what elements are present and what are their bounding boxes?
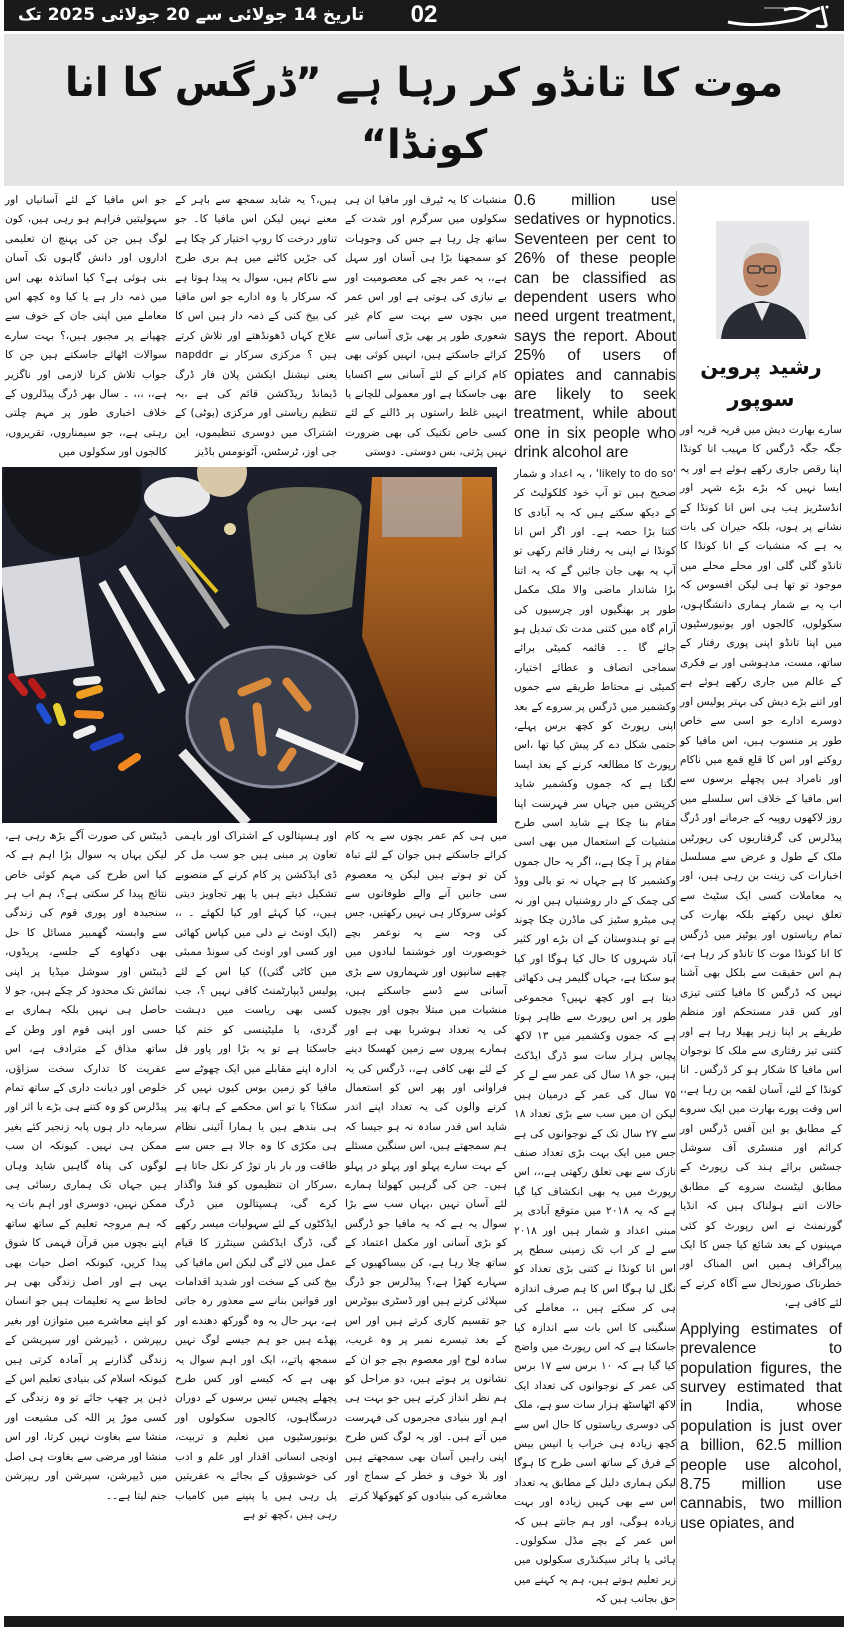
article-column-3-top: منشیات کا یہ ٹیرف اور مافیا ان ہی سکولوں میں سرگرم اور شدت کے ساتھ چل رہا ہے جس کی وجوہات کو سمجھنا بڑا ہی آسان اور سہل ہے،، یہ عمر بچے کی معصومیت اور بے نیازی کی ہوتی ہے اور اس عمر میں بچوں سے بہت سے کام غیر شعوری طور پر بھی بڑی آسانی سے کرائے جاسکتے ہیں، انہیں کوئی بھی کام کرانے کے لئے آسانی سے اکسایا بھی جاسکتا ہے اور معمولی للچانے یا انہیں غلط راستوں پر ڈالنے کے لئے کسی خاص تکنیک کی بھی ضرورت نہیں پڑتی، بس دوستی۔ دوستی — [345, 194, 507, 459]
headline: موت کا تانڈو کر رہا ہے ”ڈرگس کا انا کونڈا“ — [64, 60, 784, 168]
article-column-4: 'likely to do so' ، یہ اعداد و شمار صحیح ہیں تو آپ خود کلکولیٹ کر کے دیکھ سکتے ہیں کہ یہ آبادی کا کتنا بڑا حصہ ہے۔ اور اگر اس انا کونڈا نے اپنی یہ رفتار قائم رکھی تو آپ یہ بھی جان جائیں گے کہ یہ اتنا بڑا شاندار ماضی والا ملک مکمل طور پر بھنگیوں اور چرسیوں کی آرام گاہ میں کتنی مدت تک تبدیل ہو جائے گا ۔۔ قائمہ کمیٹی برائے سماجی انصاف و عطائے اختیار، کمیٹی نے محتاط طریقے سے جموں وکشمیر میں ڈرگس پر سروے کے بعد اپنی رپورٹ کو کچھ برس پہلے، حتمی شکل دے کر پیش کیا تھا ،اس رپورٹ کا مطالعہ کرنے کے بعد ایسا لگتا ہے کہ جموں وکشمیر شاید کرپشن میں جہاں سر فہرست اپنا مقام بنا چکا ہے شاید اسی طرح منشیات کے استعمال میں بھی اسی مقام پر آ چکا ہے،، اگر یہ حال جموں وکشمیر کا ہے جہاں نہ تو بالی ووڈ کی چمک کے دار روشنیاں ہیں اور نہ ہی میٹرو سٹیز کی ماڈرن چکا چوند ہے تو ہندوستان کے ان بڑے اور کثیر آباد شہروں کا حال کیا ہوگا اور کیا ہو سکتا ہے، جہاں گلیمر ہی دکھائی دیتا ہے اور کچھ نہیں؟ مجموعی طور پر اس رپورٹ سے ظاہر ہوتا ہے کہ جموں وکشمیر میں ۱۳ لاکھ پچاس ہزار سات سو ڈرگ ایڈکٹ ہیں، جو ۱۸ سال کی عمر سے لے کر ۷۵ سال کی عمر کے درمیان ہیں لیکن ان میں سب سے بڑی تعداد ۱۸ سے ۲۷ سال تک کے نوجوانوں کی ہے جس میں ایک بہت بڑی تعداد صنف نازک سے بھی تعلق رکھتی ہے،،، اس رپورٹ میں یہ بھی انکشاف کیا گیا ہے کہ یہ ۲۰۱۸ میں متوقع آبادی پر مبنی اعداد و شمار ہیں اور ۲۰۱۸ سے لے کر اب تک زمینی سطح پر اس انا کونڈا نے کتنی بڑی تعداد کو نگل لیا ہوگا اس کا ہم صرف اندازہ ہی کر سکتے ہیں ،، معاملے کی سنگینی کا اس بات سے اندازہ کیا جاسکتا ہے کہ اس رپورٹ میں واضح کیا گیا ہے کہ ۱۰ برس سے ۱۷ برس کی عمر کے نوجوانوں کی تعداد ایک لاکھ اٹھاسٹھ ہزار سات سو ہے، ملک کی دوسری ریاستوں کا حال اس سے کچھ زیادہ ہی خراب یا انیس بیس کے فرق کے ساتھ اسی طرح کا ہوگا لیکن ہماری دلیل کے مطابق یہ تعداد اس سے بھی کہیں زیادہ اور بہت زیادہ ہوگی، اور ہم جانتے ہیں کہ اس عمر کے بچے مڈل سکولوں۔ ہائی یا ہائر سیکنڈری سکولوں میں زیر تعلیم ہوتے ہیں، ہم یہ کہنے میں حق بجانب ہیں کہ — [514, 467, 677, 1606]
article-column-right: سارے بھارت دیش میں قریہ قریہ اور جگہ جگہ ڈرگس کا مہیب انا کونڈا اپنا رقص جاری رکھے ہوئے ہے اور یہ ایسا نہیں کہ بڑے بڑے شہر اور انڈسٹریز ہب ہی اس انا کونڈا کے نشانے پر ہوں، بلکہ حیران کی بات یہ ہے کہ منشیات کے انا کونڈا کا تانڈو گلی گلی اور محلے محلے میں موجود تو تھا ہی لیکن افسوس کہ اب یہ بے شمار ہماری دانشگاہوں، سکولوں، کالجوں اور یونیورسٹیوں میں اپنا تانڈو اپنی پوری رفتار کے ساتھ، مست، مدہوشی اور بے فکری کے عالم میں جاری رکھے ہوئے ہے اور اتنے بڑے دیش کی بہتر پولیس اور دوسرے ادارے جو اسی سے خاص طور پر منسوب ہیں، اس مافیا کو روکنے اور اس کا قلع قمع میں ناکام اور نامراد ہیں پچھلے برسوں سے اس مافیا کے خلاف اس سلسلے میں روز لاکھوں روپیہ کے جرمانے اور ڈرگ پیڈلرس کی گرفتاریوں کی رپورٹیں ملک کے طول و عرض سے مسلسل اخبارات کی زینت بن رہی ہیں، اور یہ معاملات کسی ایک سٹیٹ سے تعلق نہیں رکھتے بلکہ بھارت کی تمام ریاستوں اور یوٹیز میں ڈرگس کا انا کونڈا موت کا تانڈو کر رہا ہے، ہم اس حقیقت سے بلکل بھی آشنا نہیں کہ ڈرگس کا مافیا کتنی تیزی اور کس قدر مستحکم اور منظم طریقے پر اپنا زہر پھیلا رہا ہے اور کتنی تیز رفتاری سے ملک کا نوجوان اس مافیا کا شکار ہو کر ڈرگس۔ انا کونڈا کے لئے، آسان لقمہ بن رہا ہے،، اس وقت پورے بھارت میں ایک سروے کے مطابق یو این آفس ڈرگس اور کرائم اور منسٹری آف سوشل جسٹس برائے ہند کی رپورٹ کے مطابق لیٹسٹ سروے کے مطابق حالات اتنے ہولناک ہیں کہ انڈیا گورنمنٹ نے اس رپورٹ کو کئی مہینوں کے بعد شائع کیا جس کا ایک پیراگراف ہمیں اس المناک اور خطرناک صورتحال سے آگاہ کرنے کے لئے کافی ہے، — [680, 424, 842, 1310]
top-columns — [0, 191, 510, 463]
page-body — [0, 191, 848, 1610]
right-column — [676, 191, 846, 1610]
article-column-2-bottom: اور ہسپتالوں کے اشتراک اور باہمی تعاون پر مبنی ہیں جو سب مل کر ڈی ایڈکشن پر کام کرنے کے منصوبے تشکیل دیتے ہیں یا پھر تجاویز دیتی ہیں،، کیا کہئے اور کیا لکھئے ۔ ،، (ایک اونٹ نے دلی میں کپاس کھائی اور کسی اور اونٹ کی سونڈ ممبئی میں کاٹی گئی)) کیا اس کے لئے پولیس ڈیپارٹمنٹ کافی نہیں ؟، جب کسی بھی ریاست میں دہشت گردی، یا ملیٹینسی کو ختم کیا جاسکتا ہے تو یہ بڑا اور پاور فل ادارہ اپنے مقابلے میں ایک چھوٹے سے مافیا کو زمین بوس کیوں نہیں کر سکتا؟ یا تو اس محکمے کے ہاتھ پیر ہی بندھے ہیں یا ہمارا آئینی نظام ہی مکڑی کا وہ جالا ہے جس سے طاقت ور بار بار توڑ کر نکل جاتا ہے ،سرکار ان تنظیموں کو فنڈ واگذار کرے گی، ہسپتالوں میں ڈرگ ایڈکٹوں کے لئے سہولیات میسر رکھے گی، ڈرگ ایڈکشن سینٹرز کا قیام عمل میں لائے گی لیکن اس مافیا کی بیخ کنی کے سخت اور شدید اقدامات اور قوانین بنانے سے معذور رہ جاتی ہے، بہر حال یہ وہ گورکھ دھندے اور پھڈے ہیں جو ہم جیسے لوگ نہیں سمجھ پاتے،، ایک اور اہم سوال یہ بھی ہے کہ کیسے اور کس طرح پچھلے پچیس تیس برسوں کے دوران درسگاہوں، کالجوں سکولوں اور یونیورسٹیوں میں تعلیم و تربیت، اونچی انسانی اقدار اور علم و ادب کی خوشبوؤں کے بجائے یہ عفریتیں پل رہی ہیں یا پنپنے میں کامیاب رہی ہیں ،کچھ تو ہے — [175, 829, 337, 1521]
article-column-2-top: ہیں،؟ یہ شاید سمجھ سے باہر کے معنے نہیں لیکن اس مافیا کا۔ جو تناور درخت کا روپ اختیار کر چکا ہے کی جڑیں کاٹنے میں ہم بری طرح سے ناکام ہیں، سوال یہ پیدا ہوتا ہے کہ سرکار یا وہ ادارے جو اس مافیا کی بیخ کنی کے ذمہ دار ہیں اس کا علاج کہاں ڈھونڈھتے اور تلاش کرتے ہیں ؟ مرکزی سرکار نے napddr یعنی نیشنل ایکشن پلان فار ڈرگ ڈیمانڈ ریڈکشن قائم کی ہے ،یہ تنظیم ریاستی اور مرکزی (یوٹی) کے اشتراک میں دوسری تنظیموں، این جی اوز، ٹرسٹس، آٹونومس باڈیز — [175, 194, 337, 459]
issue-date-range: تاریخ 14 جولائی سے 20 جولائی 2025 تک — [18, 5, 365, 25]
headline-banner — [4, 34, 844, 186]
newspaper-logo — [724, 2, 834, 29]
article-column-3-bottom: میں ہی کم عمر بچوں سے یہ کام کرائے جاسکتے ہیں جوان کے لئے تباہ کن تو ہوتے ہیں لیکن یہ معصوم سی جانیں آنے والے طوفانوں سے کوئی سروکار ہی نہیں رکھتیں، جس کی وجہ سے یہ نوعمر بچے خوبصورت اور خوشنما لبادوں میں چھپے سانپوں اور شہماروں سے بڑی آسانی سے ڈسے جاسکتے ہیں، منشیات میں مبتلا بچوں اور بچیوں کی یہ تعداد ہوشربا بھی ہے اور ہمارے پیروں سے زمین کھسکا دینے کے لئے بھی کافی ہے،، ڈرگس کی یہ فراوانی اور پھر اس کو استعمال کرنے والوں کی یہ تعداد اپنے اندر شاید اس قدر سادہ نہ ہو جیسا کہ ہم سمجھتے ہیں، اس سنگین مسئلے کے بہت سارے پہلو اور پہلو در پہلو ہیں۔ جن کی گرہیں کھولنا ہمارے لئے آسان نہیں ،یہاں سب سے بڑا سوال یہ ہے کہ یہ مافیا جو ڈرگس کو بڑی آسانی اور مکمل اعتماد کے ساتھ چلا رہا ہے، کن بیساکھیوں کے سہارے کھڑا ہے،؟ پیڈلرس جو ڈرگ سپلائی کرتے ہیں اور ڈسٹری بیوٹرس جو تقسیم کاری کرتے ہیں اور اس کے بعد تیسرے نمبر پر وہ غریب، سادہ لوح اور معصوم بچے جو ان کے نشانوں پر ہوتے ہیں، دو مراحل کو ہم نظر انداز کرتے ہیں جو بہت ہی اہم اور بنیادی مجرموں کی فہرست میں آتے ہیں۔ اور یہ لوگ کس طرح اپنی راہیں آسان بھی سمجھتے ہیں اور بلا خوف و خطر کے سماج اور معاشرے کی بنیادوں کو کھوکھلا کرتے — [345, 829, 507, 1502]
author-photo — [716, 221, 809, 339]
english-quote-col4: 0.6 million use sedatives or hypnotics. Seventeen per cent to 26% of these people can be classified as dependent users who need urgent treatment, says the report. About 25% of users of opiates and cannabis are likely to seek treatment, while about one in six people who drink alcohol are — [514, 192, 676, 462]
article-column-1-bottom: ڈیبٹس کی صورت آگے بڑھ رہی ہے، لیکن یہاں یہ سوال بڑا اہم ہے کہ کیا اس طرح کی مہم کوئی خاص نتائج پیدا کر سکتی ہے؟، ہم اب ہر سنجیدہ اور پوری قوم کی زندگی سے وابستہ گھمبیر مسائل کا حل بھی دکھاوے کے جلسے، پریڈوں، ڈیبٹس اور سوشل میڈیا پر اپنی نمائش تک محدود کر چکے ہیں، جو لا حاصل ہی نہیں بلکہ ہماری بے حسی اور اپنی قوم اور وطن کے ساتھ مذاق کے مترادف ہے، اس عفریت کا تدارک سخت سزاؤں، خلوص اور دیانت داری کے ساتھ تمام پیڈلرس کو وہ کتنے ہی بڑے با اثر اور سرمایہ دار ہوں پابہ زنجیر کئے بغیر ممکن ہی نہیں۔ کیونکہ ان سب لوگوں کی پناہ گاہیں شاید وہاں ہیں جہاں تک ہماری رسائی ہی ممکن نہیں، دوسری اور اہم بات یہ کہ ہم مروجہ تعلیم کے ساتھ ساتھ اپنے بچوں میں قرآن فہمی کا شوق پیدا کریں، کیونکہ اصل حیات بھی یہی ہے اور اصل زندگی بھی ہر لحاظ سے یہ تعلیمات ہیں جو انسان کو اپنے معاشرے میں متوازن اور بغیر ریپرشن ، ڈیپرشن اور سپریشن کے زندگی گذارنے پر آمادہ کرتی ہیں کیونکہ اسلام کی بنیادی تعلیم اس کے ذہن پر چھپ جائے تو وہ زندگی کے کسی موڑ پر اللہ کی مشیعت اور منشا سے بغاوت نہیں کرتا، اور اس منشا اور مرضی سے بغاوت ہی اصل میں ڈیپرشن، سپرشن اور ریپرشن جنم لیتا ہے۔۔ — [4, 829, 167, 1502]
bottom-columns — [0, 827, 510, 1526]
drugs-alcohol-photo — [2, 467, 497, 823]
main-article-block — [0, 191, 510, 1610]
article-column-1-top: جو اس مافیا کے لئے آسانیاں اور سہولیتیں فراہم ہو رہی ہیں، کون لوگ ہیں جن کی پہنچ ان تعلیمی اداروں اور دانش گاہوں تک آسان بنی ہوئی ہے؟ کیا اساتذہ بھی اس میں ذمہ دار ہے یا کیا وہ کچھ اس معاملے میں اپنی جان کے خوف سے چھپانے پر مجبور ہیں،؟ بہت سارے سوالات اٹھائے جاسکتے ہیں جن کا جواب تلاش کرنا لازمی اور ناگزیر ہے،، ،،، ۔ سال بھر ڈرگ پیڈلروں کے خلاف اخباری طور پر مہم چلتی رہتی ہے،، جو سیمناروں، تقریروں، کالجوں اور سکولوں میں — [5, 194, 167, 459]
column-4 — [510, 191, 676, 1610]
masthead-bar — [4, 0, 844, 31]
footer-bar — [4, 1616, 844, 1627]
author-byline: رشید پروین سوپور — [700, 355, 822, 411]
page-number: 02 — [410, 1, 438, 28]
english-quote-right: Applying estimates of prevalence to population figures, the survey estimated that in India, whose population is just over a billion, 62.5 million people use alcohol, 8.75 million use cannabis, two million use opiates, and — [680, 1320, 842, 1532]
